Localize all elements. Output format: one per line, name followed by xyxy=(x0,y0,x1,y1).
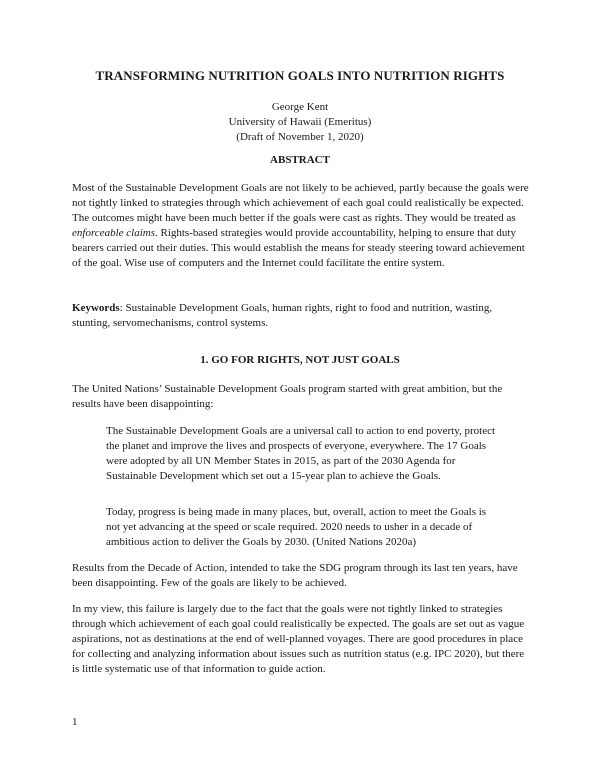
draft-date: (Draft of November 1, 2020) xyxy=(236,131,364,143)
block-quote-2: Today, progress is being made in many places, but, overall, action to meet the Goals is not yet advancing at the speed or scale required. 2020 needs to usher in a decade of ambitious action to deliver the Goals by 2030. (United Nations 2020a) xyxy=(106,506,487,548)
keywords-label: Keywords xyxy=(72,302,120,314)
author-name: George Kent xyxy=(271,101,329,113)
keywords-paragraph xyxy=(72,301,530,331)
block-quote-1: The Sustainable Development Goals are a universal call to action to end poverty, protect the planet and improve the lives and prospects of everyone, everywhere. The 17 Goals were adopted by all UN Member States in 2015, as part of the 2030 Agenda for Sustainable Development which set out a 15-year plan to achieve the Goals. xyxy=(106,425,496,482)
section-heading: 1. GO FOR RIGHTS, NOT JUST GOALS xyxy=(200,354,400,366)
author-block xyxy=(72,100,528,145)
abstract-text-part-1: Most of the Sustainable Development Goals are not likely to be achieved, partly because the goals were not tightly linked to strategies through which achievement of each goal could realistically be expected. The outcomes might have been much better if the goals were cast as rights. They would be treated as xyxy=(72,182,529,224)
view-paragraph: In my view, this failure is largely due to the fact that the goals were not tightly linked to strategies through which achievement of each goal could realistically be expected. The goals are set out as vague aspirations, not as destinations at the end of well-planned voyages. There are good procedures in place for collecting and analyzing information about issues such as nutrition status (e.g. IPC 2020), but there is little systematic use of that information to guide action. xyxy=(72,603,525,675)
paper-title: TRANSFORMING NUTRITION GOALS INTO NUTRITION RIGHTS xyxy=(95,68,505,83)
keywords-text: : Sustainable Development Goals, human rights, right to food and nutrition, wasting, stunting, servomechanisms, control systems. xyxy=(72,302,493,329)
page-number: 1 xyxy=(72,716,78,728)
abstract-paragraph xyxy=(72,181,530,271)
author-affiliation: University of Hawaii (Emeritus) xyxy=(228,116,372,128)
intro-paragraph: The United Nations’ Sustainable Development Goals program started with great ambition, but the results have been disappointing: xyxy=(72,383,503,410)
abstract-text-part-2: . Rights-based strategies would provide accountability, helping to ensure that duty bearers carried out their duties. This would establish the means for steady steering toward achievement of the goal. Wise use of computers and the Internet could facilitate the entire system. xyxy=(72,227,525,269)
results-paragraph: Results from the Decade of Action, intended to take the SDG program through its last ten years, have been disappointing. Few of the goals are likely to be achieved. xyxy=(72,562,518,589)
abstract-emphasis: enforceable claims xyxy=(72,227,155,239)
abstract-heading: ABSTRACT xyxy=(270,154,330,166)
